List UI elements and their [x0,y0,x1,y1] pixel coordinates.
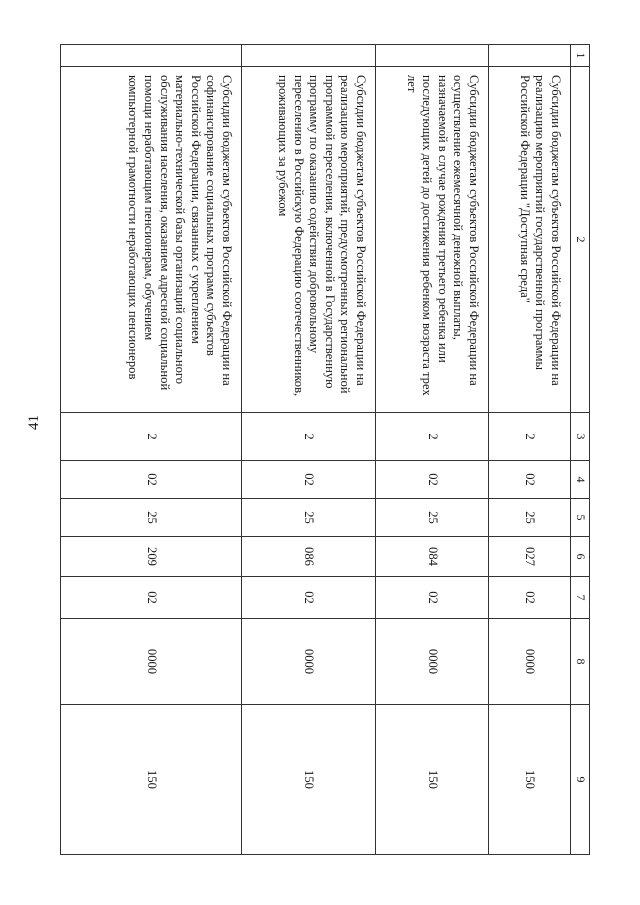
header-col-3: 3 [571,413,590,461]
code-col-9: 150 [376,705,489,855]
code-col-5: 25 [242,499,376,537]
code-col-6: 086 [242,537,376,577]
code-col-6: 027 [489,537,571,577]
code-col-6: 209 [61,537,242,577]
row-index-cell [61,45,242,67]
code-col-5: 25 [376,499,489,537]
code-col-9: 150 [242,705,376,855]
header-col-4: 4 [571,461,590,499]
table-row [61,45,242,855]
header-row [571,45,590,855]
code-col-3: 2 [376,413,489,461]
rotated-table-sheet [62,44,590,854]
code-col-3: 2 [489,413,571,461]
subsidy-name: Субсидии бюджетам субъектов Российской Федерации на софинансирование социальных программ субъектов Российской Федерации, связанных с укреплением материально-технической базы организаций социального обслуживания населения, оказанием адресной социальной помощи неработающим пенсионерам, обучением компьютерной грамотности неработающих пенсионеров [61,67,242,413]
code-col-7: 02 [61,577,242,619]
code-col-8: 0000 [61,619,242,705]
code-col-4: 02 [376,461,489,499]
code-col-7: 02 [242,577,376,619]
header-col-5: 5 [571,499,590,537]
code-col-7: 02 [376,577,489,619]
row-index-cell [242,45,376,67]
code-col-8: 0000 [376,619,489,705]
code-col-8: 0000 [489,619,571,705]
subsidy-name: Субсидии бюджетам субъектов Российской Федерации на осуществление ежемесячной денежной выплаты, назначаемой в случае рождения третьего ребенка или последующих детей до достижения ребенком возраста трех лет [376,67,489,413]
code-col-8: 0000 [242,619,376,705]
table-row [376,45,489,855]
header-col-2: 2 [571,67,590,413]
header-col-6: 6 [571,537,590,577]
row-index-cell [376,45,489,67]
budget-classification-table [60,44,590,855]
code-col-5: 25 [489,499,571,537]
header-col-8: 8 [571,619,590,705]
code-col-3: 2 [242,413,376,461]
subsidy-name: Субсидии бюджетам субъектов Российской Федерации на реализацию мероприятий, предусмотренных региональной программой переселения, включенной в Государственную программу по оказанию содействия добровольному переселению в Российскую Федерацию соотечественников, проживающих за рубежом [242,67,376,413]
header-col-9: 9 [571,705,590,855]
table-row [489,45,571,855]
table-row [242,45,376,855]
code-col-7: 02 [489,577,571,619]
row-index-cell [489,45,571,67]
code-col-9: 150 [61,705,242,855]
subsidy-name: Субсидии бюджетам субъектов Российской Федерации на реализацию мероприятий государственной программы Российской Федерации "Доступная среда" [489,67,571,413]
code-col-3: 2 [61,413,242,461]
header-col-7: 7 [571,577,590,619]
code-col-9: 150 [489,705,571,855]
code-col-4: 02 [242,461,376,499]
code-col-5: 25 [61,499,242,537]
header-col-1: 1 [571,45,590,67]
code-col-4: 02 [489,461,571,499]
page-number: 41 [26,415,42,430]
code-col-4: 02 [61,461,242,499]
code-col-6: 084 [376,537,489,577]
